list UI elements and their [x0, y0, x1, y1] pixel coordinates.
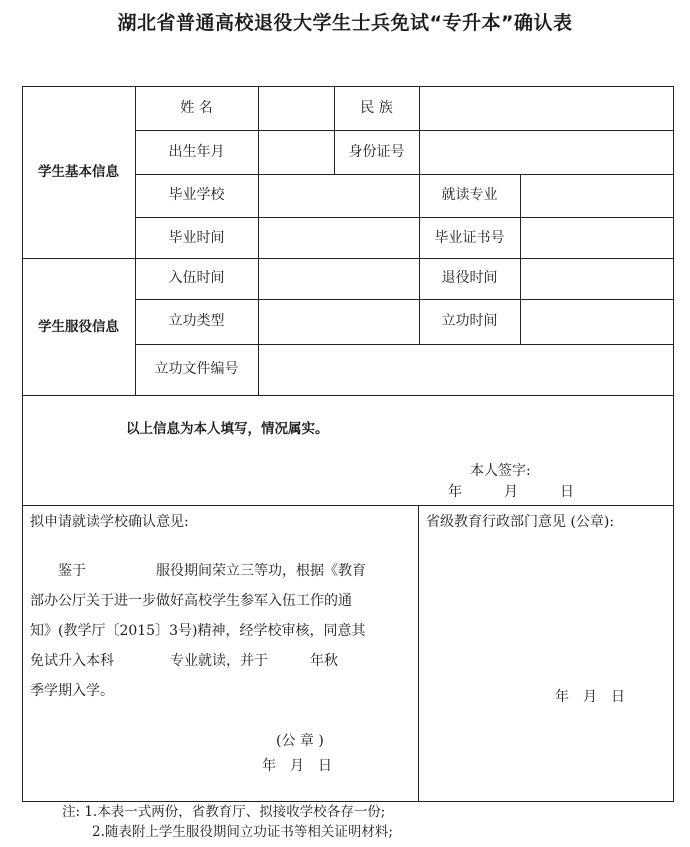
form-title: 湖北省普通高校退役大学生士兵免试“专升本”确认表	[117, 12, 573, 34]
label-grad-time: 毕业时间	[168, 230, 225, 246]
school-opinion-line: 免试升入本科 专业就读，并于 年秋	[30, 653, 338, 669]
row-line	[22, 505, 674, 506]
school-opinion-body	[30, 556, 415, 706]
label-discharge-time: 退役时间	[441, 270, 498, 286]
school-seal: (公 章 )	[276, 733, 324, 749]
form-notes	[62, 802, 393, 842]
province-opinion-heading: 省级教育行政部门意见 (公章):	[426, 514, 615, 530]
school-date: 年 月 日	[262, 758, 332, 774]
col-line	[520, 174, 521, 345]
note-2: 2.随表附上学生服役期间立功证书等相关证明材料;	[92, 824, 393, 840]
declaration-day: 日	[560, 484, 574, 500]
school-opinion-line: 知》(教学厅〔2015〕3号)精神，经学校审核，同意其	[30, 623, 366, 639]
row-line	[22, 258, 674, 259]
row-line	[135, 130, 674, 131]
label-name: 姓 名	[180, 100, 213, 116]
col-line	[419, 86, 420, 174]
label-id-number: 身份证号	[348, 144, 405, 160]
label-birth: 出生年月	[168, 144, 225, 160]
label-diploma-no: 毕业证书号	[434, 230, 505, 246]
note-1: 注: 1.本表一式两份，省教育厅、拟接收学校各存一份;	[62, 804, 386, 820]
label-grad-school: 毕业学校	[168, 187, 225, 203]
declaration-month: 月	[504, 484, 518, 500]
row-line	[22, 395, 674, 396]
school-opinion-line: 部办公厅关于进一步做好高校学生参军入伍工作的通	[30, 593, 352, 609]
label-major: 就读专业	[441, 187, 498, 203]
label-ethnicity: 民 族	[360, 100, 393, 116]
label-enlist-time: 入伍时间	[168, 270, 225, 286]
section-service-info: 学生服役信息	[38, 319, 119, 335]
row-line	[135, 344, 674, 345]
school-opinion-heading: 拟申请就读学校确认意见:	[30, 514, 189, 530]
confirmation-form	[22, 86, 674, 802]
section-basic-info: 学生基本信息	[38, 164, 119, 180]
border-top	[22, 86, 674, 87]
row-line	[135, 174, 674, 175]
declaration-year: 年	[448, 484, 462, 500]
border-right	[673, 86, 674, 802]
declaration-statement: 以上信息为本人填写，情况属实。	[126, 421, 329, 437]
label-merit-time: 立功时间	[441, 313, 498, 329]
col-line	[418, 505, 419, 802]
label-merit-type: 立功类型	[168, 313, 225, 329]
school-opinion-line: 鉴于 服役期间荣立三等功，根据《教育	[58, 563, 366, 579]
signature-label: 本人签字:	[470, 463, 531, 479]
col-line	[258, 86, 259, 174]
row-line	[135, 217, 674, 218]
province-date: 年 月 日	[555, 689, 625, 705]
row-line	[135, 299, 674, 300]
col-line	[258, 174, 259, 395]
school-opinion-line: 季学期入学。	[30, 683, 114, 699]
border-left	[22, 86, 23, 802]
label-merit-doc-no: 立功文件编号	[154, 361, 239, 377]
